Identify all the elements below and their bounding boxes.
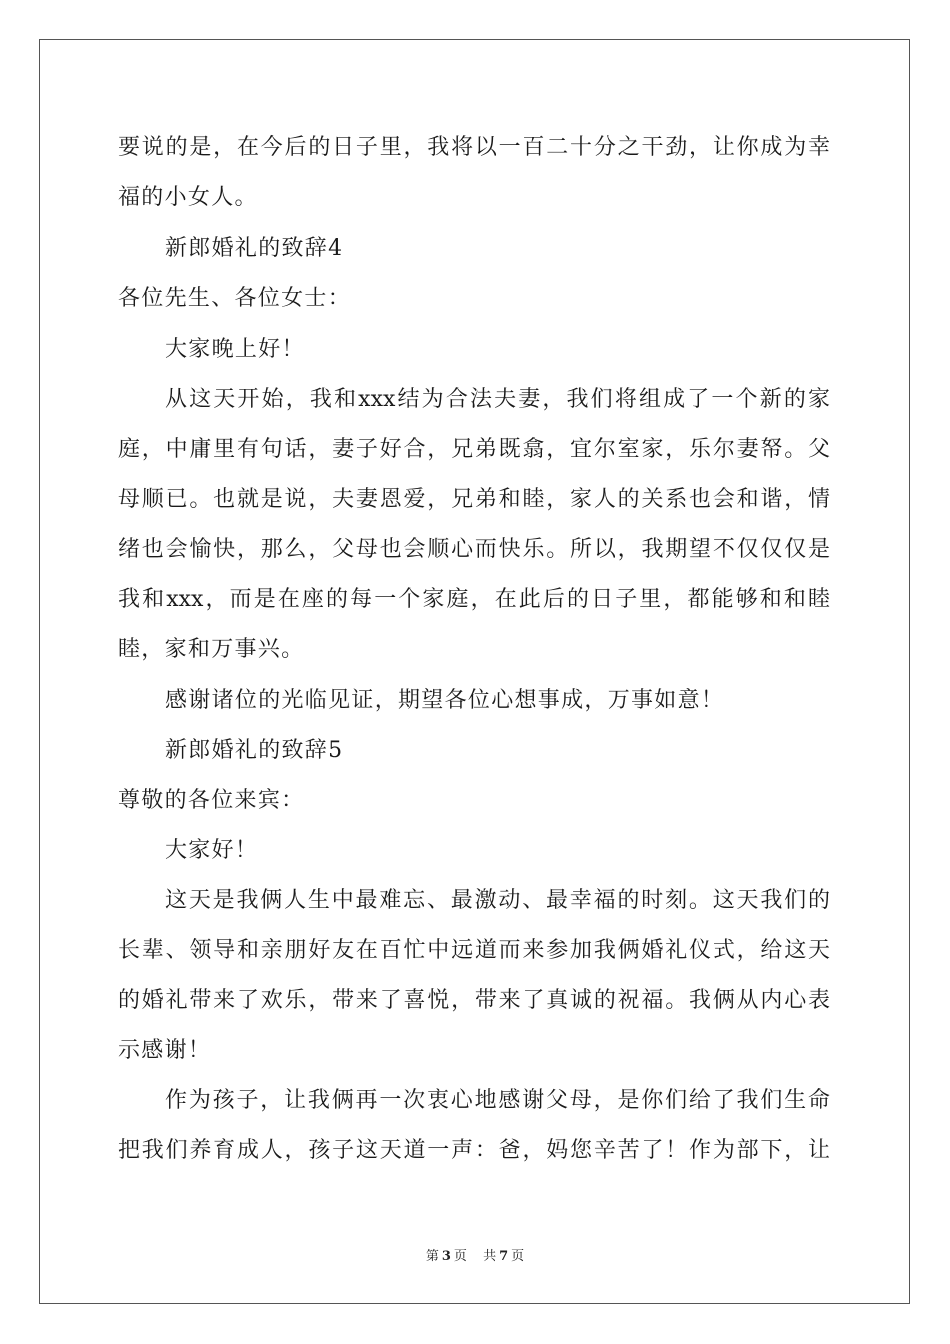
text-line: 作为孩子，让我俩再一次衷心地感谢父母，是你们给了我们生命 (165, 1088, 830, 1113)
text-line: 我和xxx，而是在座的每一个家庭，在此后的日子里，都能够和和睦 (118, 587, 830, 612)
text-line: 这天是我俩人生中最难忘、最激动、最幸福的时刻。这天我们的 (165, 888, 830, 913)
text-line: 从这天开始，我和xxx结为合法夫妻，我们将组成了一个新的家 (165, 387, 830, 412)
total-indicator (480, 1249, 527, 1264)
salutation: 各位先生、各位女士： (118, 286, 352, 311)
text-line: 长辈、领导和亲朋好友在百忙中远道而来参加我俩婚礼仪式，给这天 (118, 938, 830, 963)
text-line: 感谢诸位的光临见证，期望各位心想事成，万事如意！ (165, 688, 725, 713)
text-line: 睦，家和万事兴。 (118, 637, 305, 662)
text-line: 要说的是，在今后的日子里，我将以一百二十分之干劲，让你成为幸 (118, 135, 830, 160)
greeting: 大家好！ (165, 838, 259, 863)
text-line: 把我们养育成人，孩子这天道一声：爸，妈您辛苦了！作为部下，让 (118, 1138, 830, 1163)
page-prefix: 第 (425, 1249, 439, 1264)
page-indicator (423, 1249, 470, 1264)
total-suffix: 页 (511, 1249, 525, 1264)
text-line: 的婚礼带来了欢乐，带来了喜悦，带来了真诚的祝福。我俩从内心表 (118, 988, 830, 1013)
text-line: 福的小女人。 (118, 185, 258, 210)
section-heading: 新郎婚礼的致辞4 (165, 236, 344, 261)
text-line: 示感谢！ (118, 1038, 212, 1063)
section-heading: 新郎婚礼的致辞5 (165, 738, 344, 763)
total-prefix: 共 (483, 1249, 497, 1264)
greeting: 大家晚上好！ (165, 337, 305, 362)
text-line: 绪也会愉快，那么，父母也会顺心而快乐。所以，我期望不仅仅仅是 (118, 537, 830, 562)
text-line: 母顺已。也就是说，夫妻恩爱，兄弟和睦，家人的关系也会和谐，情 (118, 487, 830, 512)
salutation: 尊敬的各位来宾： (118, 788, 305, 813)
total-pages: 7 (499, 1249, 509, 1264)
page-suffix: 页 (453, 1249, 467, 1264)
page-footer (0, 1249, 950, 1265)
page-number: 3 (441, 1249, 451, 1264)
text-line: 庭，中庸里有句话，妻子好合，兄弟既翕，宜尔室家，乐尔妻帑。父 (118, 437, 830, 462)
